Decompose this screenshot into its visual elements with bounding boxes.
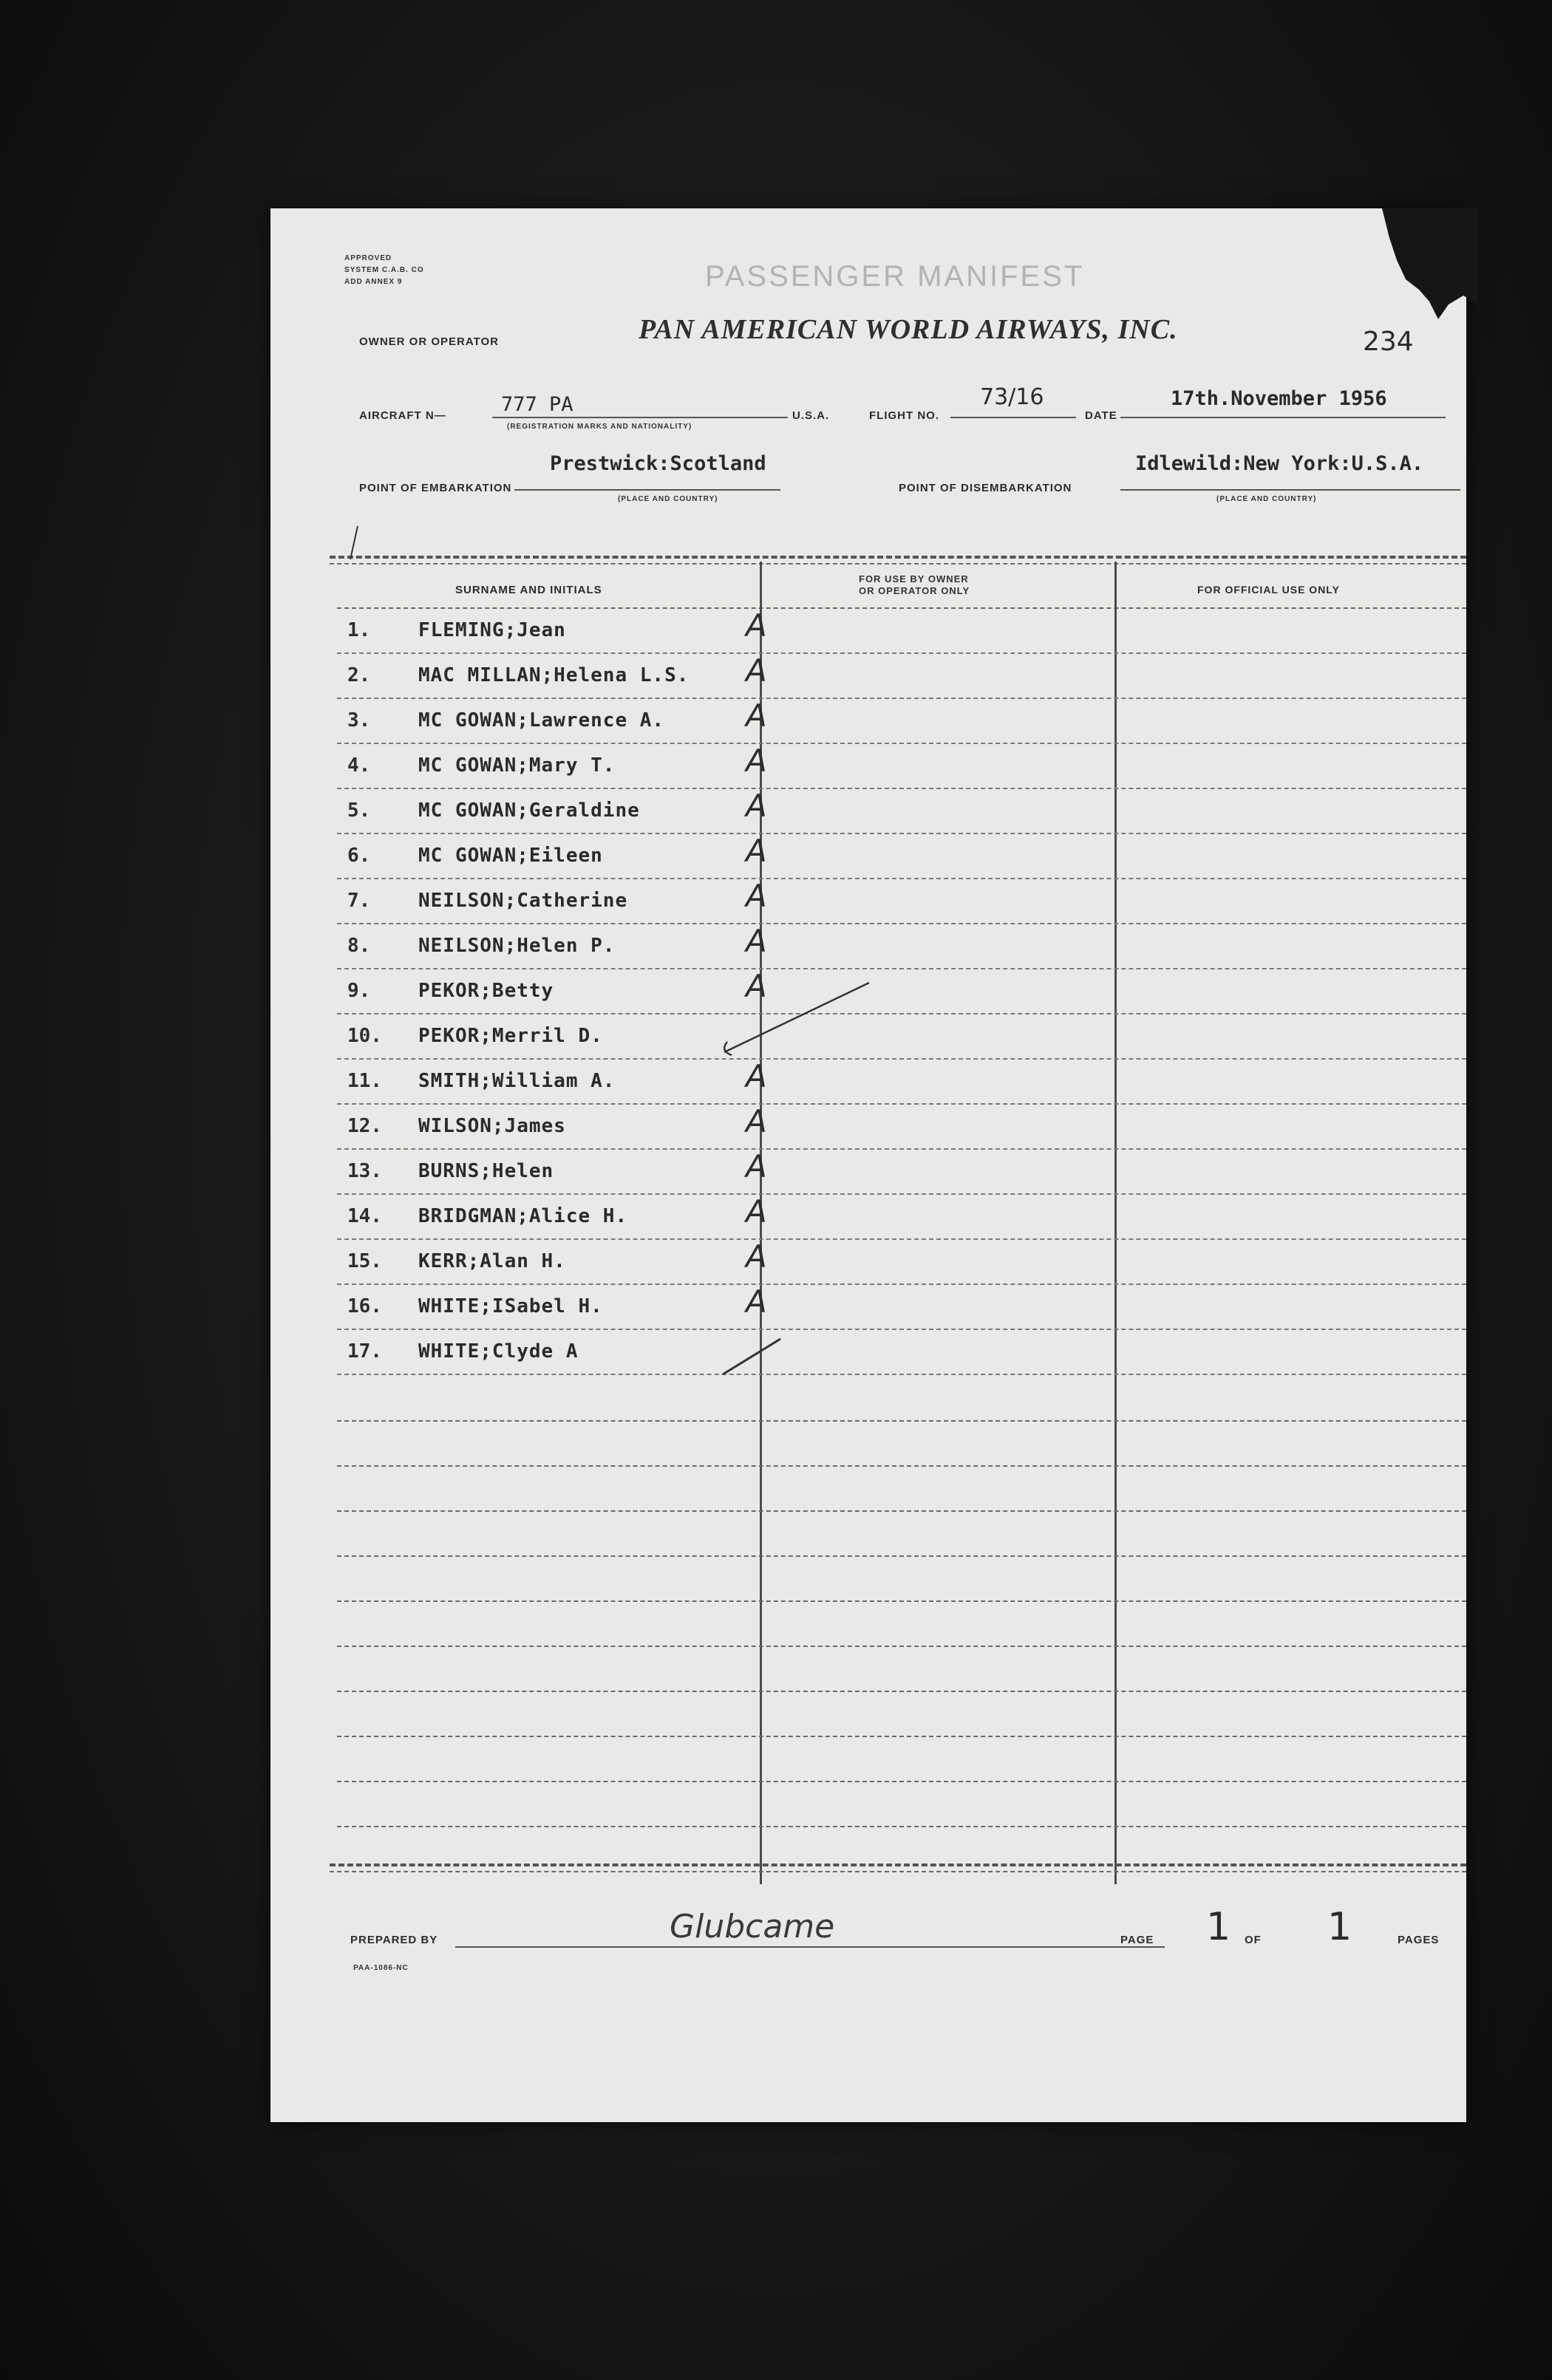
prepared-by-label: PREPARED BY — [350, 1934, 438, 1946]
row-number: 15. — [347, 1250, 382, 1272]
row-number: 11. — [347, 1070, 382, 1092]
approval-line-2: SYSTEM C.A.B. CO — [344, 266, 424, 274]
checkmark: A — [746, 652, 767, 689]
checkmark: A — [746, 1148, 767, 1184]
flight-value: 73/16 — [980, 384, 1044, 410]
disembarkation-value: Idlewild:New York:U.S.A. — [1135, 452, 1424, 475]
manifest-sheet — [270, 208, 1466, 2122]
date-label: DATE — [1085, 409, 1117, 422]
checkmark: A — [746, 968, 767, 1004]
approval-line-3: ADD ANNEX 9 — [344, 278, 403, 286]
row-number: 13. — [347, 1160, 382, 1182]
checkmark: A — [746, 1283, 767, 1320]
embarkation-label: POINT OF EMBARKATION — [359, 482, 512, 494]
row-number: 3. — [347, 709, 371, 732]
passenger-name: SMITH;William A. — [418, 1070, 616, 1092]
of-label: OF — [1245, 1934, 1262, 1946]
col-owner-header-1: FOR USE BY OWNER — [859, 573, 969, 584]
row-number: 16. — [347, 1295, 382, 1317]
row-number: 17. — [347, 1340, 382, 1363]
page-reference: 234 — [1363, 327, 1414, 357]
row-number: 7. — [347, 890, 371, 912]
date-value: 17th.November 1956 — [1171, 387, 1387, 410]
pages-label: PAGES — [1398, 1934, 1440, 1946]
col-official-header: FOR OFFICIAL USE ONLY — [1197, 584, 1340, 596]
passenger-name: NEILSON;Catherine — [418, 890, 628, 912]
owner-value: PAN AMERICAN WORLD AIRWAYS, INC. — [639, 314, 1178, 345]
checkmark: A — [746, 1238, 767, 1275]
passenger-name: MC GOWAN;Lawrence A. — [418, 709, 665, 732]
row-number: 8. — [347, 935, 371, 957]
col-name-header: SURNAME AND INITIALS — [455, 584, 602, 596]
checkmark: A — [746, 607, 767, 644]
page-label: PAGE — [1120, 1934, 1154, 1946]
usa-label: U.S.A. — [792, 409, 830, 422]
row-number: 1. — [347, 619, 371, 641]
row-number: 5. — [347, 799, 371, 822]
passenger-name: BURNS;Helen — [418, 1160, 554, 1182]
passenger-name: MC GOWAN;Eileen — [418, 845, 603, 867]
row-number: 9. — [347, 980, 371, 1002]
row-number: 2. — [347, 664, 371, 686]
disembarkation-sublabel: (PLACE AND COUNTRY) — [1216, 495, 1317, 503]
passenger-name: FLEMING;Jean — [418, 619, 566, 641]
checkmark: A — [746, 698, 767, 734]
page-value: 1 — [1206, 1905, 1231, 1949]
preparer-signature: Glubcame — [670, 1908, 835, 1946]
passenger-name: BRIDGMAN;Alice H. — [418, 1205, 628, 1227]
aircraft-label: AIRCRAFT N— — [359, 409, 446, 422]
check-strokes — [270, 208, 1466, 2122]
row-number: 10. — [347, 1025, 382, 1047]
passenger-name: MC GOWAN;Mary T. — [418, 754, 616, 777]
torn-corner — [1375, 208, 1478, 319]
row-number: 14. — [347, 1205, 382, 1227]
checkmark: A — [746, 1103, 767, 1139]
checkmark: A — [746, 878, 767, 914]
passenger-name: PEKOR;Betty — [418, 980, 554, 1002]
page-title: PASSENGER MANIFEST — [705, 260, 1085, 293]
passenger-name: MAC MILLAN;Helena L.S. — [418, 664, 690, 686]
checkmark: A — [746, 923, 767, 959]
row-number: 12. — [347, 1115, 382, 1137]
passenger-name: WILSON;James — [418, 1115, 566, 1137]
checkmark: A — [746, 743, 767, 779]
owner-label: OWNER OR OPERATOR — [359, 335, 499, 348]
embarkation-sublabel: (PLACE AND COUNTRY) — [618, 495, 718, 503]
checkmark: A — [746, 1193, 767, 1230]
passenger-name: MC GOWAN;Geraldine — [418, 799, 640, 822]
passenger-name: WHITE;ISabel H. — [418, 1295, 603, 1317]
of-value: 1 — [1327, 1905, 1352, 1949]
row-number: 4. — [347, 754, 371, 777]
row-number: 6. — [347, 845, 371, 867]
checkmark: A — [746, 833, 767, 869]
checkmark: A — [746, 788, 767, 824]
aircraft-sublabel: (REGISTRATION MARKS AND NATIONALITY) — [507, 423, 692, 431]
aircraft-value: 777 PA — [501, 393, 574, 416]
form-number: PAA-1086-NC — [353, 1964, 409, 1972]
passenger-name: PEKOR;Merril D. — [418, 1025, 603, 1047]
approval-line-1: APPROVED — [344, 254, 392, 262]
checkmark: A — [746, 1058, 767, 1094]
disembarkation-label: POINT OF DISEMBARKATION — [899, 482, 1072, 494]
passenger-name: KERR;Alan H. — [418, 1250, 566, 1272]
embarkation-value: Prestwick:Scotland — [550, 452, 766, 475]
passenger-name: NEILSON;Helen P. — [418, 935, 616, 957]
passenger-name: WHITE;Clyde A — [418, 1340, 579, 1363]
flight-label: FLIGHT NO. — [869, 409, 939, 422]
col-owner-header-2: OR OPERATOR ONLY — [859, 585, 970, 596]
